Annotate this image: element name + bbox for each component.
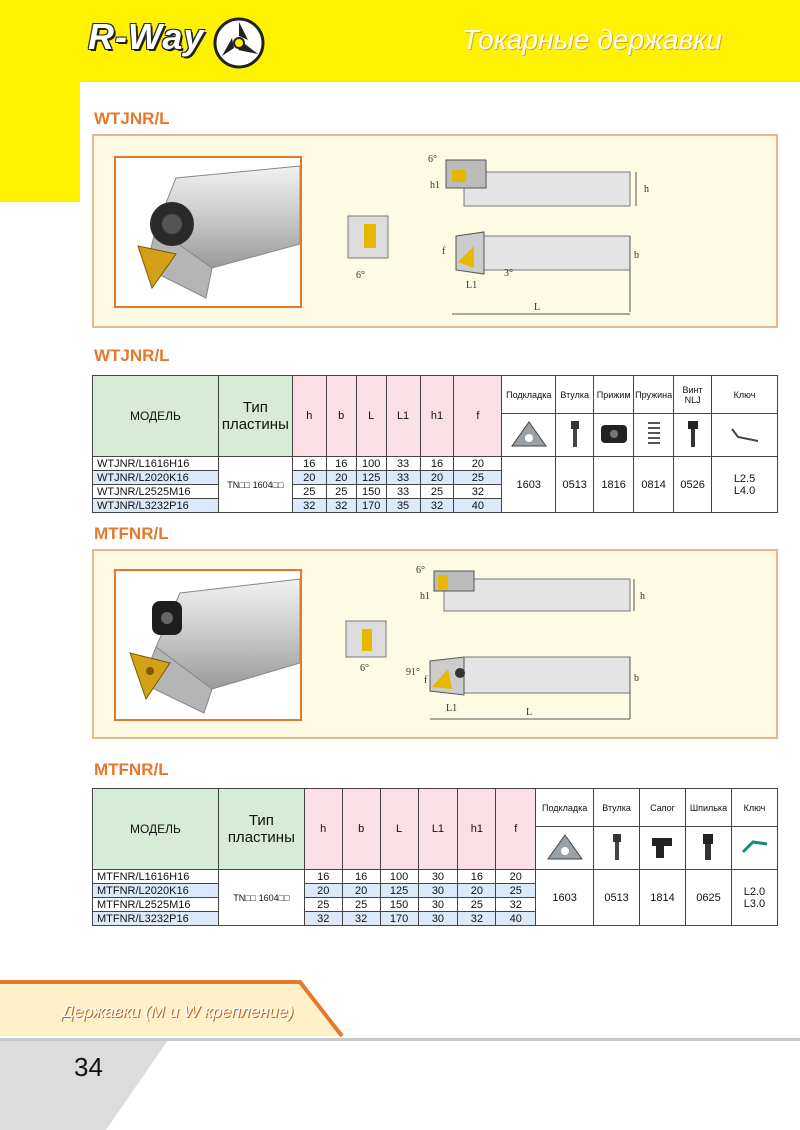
shim-value: 1603 [502,457,556,513]
spring-value: 0814 [634,457,674,513]
column-header-spring: Пружина [634,376,674,414]
column-header-b: b [326,376,356,457]
table-title-wtjnr: WTJNR/L [94,346,170,365]
table-row: WTJNR/L3232P16 32 32 170 35 32 40 [93,499,778,513]
column-header-lever: Сапог [640,789,686,827]
column-header-f: f [454,376,502,457]
pin-icon [685,827,731,870]
column-header-key: Ключ [712,376,778,414]
svg-text:6°: 6° [360,663,369,674]
hex-key-icon [731,827,777,870]
svg-text:L1: L1 [466,280,478,291]
footer-divider [0,1038,800,1041]
column-header-l: L [356,376,386,457]
svg-text:b: b [634,250,639,261]
shim-value: 1603 [536,870,594,926]
section-title-wtjnr: WTJNR/L [94,109,170,128]
svg-text:b: b [634,673,639,684]
column-header-l1: L1 [418,789,458,870]
clamp-icon [594,414,634,457]
shim-icon [536,827,594,870]
column-header-b: b [342,789,380,870]
lever-value: 1814 [640,870,686,926]
column-header-clamp: Прижим [594,376,634,414]
svg-text:3°: 3° [504,268,513,279]
svg-text:h: h [644,184,649,195]
svg-text:6°: 6° [428,154,437,165]
column-header-key: Ключ [731,789,777,827]
svg-text:h1: h1 [420,591,430,602]
table-row: MTFNR/L1616H16 TN□□ 1604□□ 16 16 100 30 16 20 1603 0513 1814 0625 L2.0 L3.0 [93,870,778,884]
column-header-insert-type: Тип пластины [218,376,292,457]
svg-text:f: f [442,246,446,257]
column-header-shim: Подкладка [536,789,594,827]
svg-text:6°: 6° [356,270,365,281]
page-header-title: Токарные державки [461,24,722,55]
screw-icon [674,414,712,457]
lever-icon [640,827,686,870]
svg-text:f: f [424,675,428,686]
dimension-drawing-wtjnr [334,144,774,324]
table-row: WTJNR/L1616H16 TN□□ 1604□□ 16 16 100 33 16 20 1603 0513 1816 0814 0526 L2.5 L4.0 [93,457,778,471]
column-header-sleeve: Втулка [594,789,640,827]
column-header-f: f [496,789,536,870]
sleeve-value: 0513 [594,870,640,926]
svg-text:L: L [526,707,533,718]
insert-type-cell: TN□□ 1604□□ [218,870,304,926]
column-header-sleeve: Втулка [556,376,594,414]
sleeve-value: 0513 [556,457,594,513]
column-header-shim: Подкладка [502,376,556,414]
screw-value: 0526 [674,457,712,513]
spec-table-mtfnr [92,788,778,926]
column-header-insert-type: Тип пластины [218,789,304,870]
pin-value: 0625 [685,870,731,926]
column-header-h1: h1 [420,376,454,457]
shim-icon [502,414,556,457]
spring-icon [634,414,674,457]
section-title-mtfnr: MTFNR/L [94,524,169,543]
image-panel-mtfnr [92,549,778,739]
dimension-drawing-mtfnr [334,559,774,735]
insert-type-cell: TN□□ 1604□□ [218,457,292,513]
spec-table-wtjnr [92,375,778,513]
svg-text:h1: h1 [430,180,440,191]
sleeve-icon [594,827,640,870]
tool-holder-illustration [116,571,300,719]
tool-photo-wtjnr [114,156,302,308]
image-panel-wtjnr [92,134,778,328]
sleeve-icon [556,414,594,457]
logo-swirl-icon [210,14,268,72]
header-accent-block [0,82,80,202]
svg-text:L1: L1 [446,703,458,714]
tool-photo-mtfnr [114,569,302,721]
column-header-pin: Шпилька [685,789,731,827]
svg-text:L: L [534,302,541,313]
clamp-value: 1816 [594,457,634,513]
column-header-h: h [292,376,326,457]
column-header-h: h [304,789,342,870]
key-value: L2.5 L4.0 [712,457,778,513]
page-number: 34 [74,1052,103,1082]
table-row: MTFNR/L2525M16 25 25 150 30 25 32 [93,898,778,912]
tool-holder-illustration [116,158,300,306]
table-row: WTJNR/L2020K16 20 20 125 33 20 25 [93,471,778,485]
table-title-mtfnr: MTFNR/L [94,760,169,779]
table-row: MTFNR/L3232P16 32 32 170 30 32 40 [93,912,778,926]
hex-key-icon [712,414,778,457]
table-row: WTJNR/L2525M16 25 25 150 33 25 32 [93,485,778,499]
column-header-screw: Винт NLJ [674,376,712,414]
brand-logo: R-Way [88,16,205,57]
column-header-l1: L1 [386,376,420,457]
table-row: MTFNR/L2020K16 20 20 125 30 20 25 [93,884,778,898]
svg-text:91°: 91° [406,667,420,678]
column-header-model: МОДЕЛЬ [93,789,219,870]
column-header-l: L [380,789,418,870]
key-value: L2.0 L3.0 [731,870,777,926]
svg-text:6°: 6° [416,565,425,576]
column-header-model: МОДЕЛЬ [93,376,219,457]
svg-text:h: h [640,591,645,602]
column-header-h1: h1 [458,789,496,870]
footer-caption: Державки (M и W крепление) [62,1002,294,1021]
